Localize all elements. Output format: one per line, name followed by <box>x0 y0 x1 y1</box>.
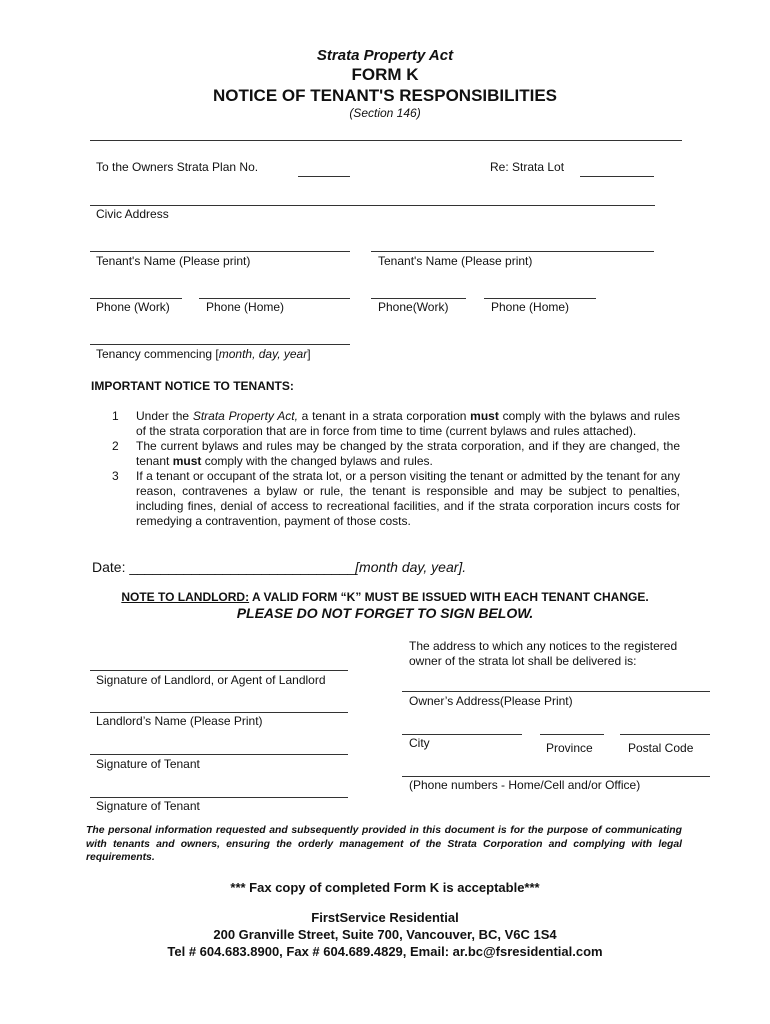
phone-work-1-field[interactable] <box>90 298 182 299</box>
postal-code-label: Postal Code <box>628 741 694 755</box>
owner-address-intro: The address to which any notices to the registered owner of the strata lot shall be delivered is: <box>409 639 678 668</box>
act-title: Strata Property Act <box>316 47 454 64</box>
company-contact: Tel # 604.683.8900, Fax # 604.689.4829, Email: ar.bc@fsresidential.com <box>167 944 603 959</box>
tenant-name-1-field[interactable] <box>90 251 350 252</box>
strata-plan-field[interactable] <box>298 176 350 177</box>
date-field[interactable]: _____________________________ <box>129 559 356 575</box>
tenant-signature-2-label: Signature of Tenant <box>96 799 200 813</box>
tenant-signature-2-field[interactable] <box>90 797 348 798</box>
province-field[interactable] <box>540 734 604 735</box>
phone-work-1-label: Phone (Work) <box>96 300 170 314</box>
address-line[interactable] <box>90 205 655 206</box>
landlord-signature-field[interactable] <box>90 670 348 671</box>
form-title: NOTICE OF TENANT'S RESPONSIBILITIES <box>212 86 558 105</box>
strata-lot-label: Re: Strata Lot <box>490 160 565 174</box>
list-item: 3 If a tenant or occupant of the strata lot, or a person visiting the tenant or admitted by the tenant for any reason, contravenes a bylaw or rule, the tenant is responsible and may be subject to penalties, including fines, denial of access to recreational facilities, and if the strata corporation incurs costs for remedying a contravention, payment of those costs. <box>112 469 680 528</box>
list-item: 1 Under the Strata Property Act, a tenant in a strata corporation must comply with the bylaws and rules of the strata corporation that are in force from time to time (current bylaws and rules attached). <box>112 409 680 438</box>
sign-reminder: PLEASE DO NOT FORGET TO SIGN BELOW. <box>236 605 534 621</box>
phone-home-2-field[interactable] <box>484 298 596 299</box>
owner-address-field[interactable] <box>402 691 710 692</box>
notice-list <box>90 409 680 529</box>
section-ref: (Section 146) <box>349 106 421 120</box>
tenant-name-2-label: Tenant's Name (Please print) <box>378 254 533 268</box>
owner-address-label: Owner’s Address(Please Print) <box>409 694 573 708</box>
tenant-name-1-label: Tenant's Name (Please print) <box>96 254 251 268</box>
phone-work-2-field[interactable] <box>371 298 466 299</box>
landlord-signature-label: Signature of Landlord, or Agent of Landlord <box>96 673 326 687</box>
landlord-note: NOTE TO LANDLORD: A VALID FORM “K” MUST BE ISSUED WITH EACH TENANT CHANGE. <box>121 590 649 604</box>
civic-address-label: Civic Address <box>96 207 169 221</box>
tenancy-date-field[interactable] <box>90 344 350 345</box>
owners-plan-label: To the Owners Strata Plan No. <box>96 160 259 174</box>
strata-lot-field[interactable] <box>580 176 654 177</box>
landlord-name-field[interactable] <box>90 712 348 713</box>
date-line: Date: _____________________________[month day, year]. <box>92 559 467 575</box>
phone-numbers-label: (Phone numbers - Home/Cell and/or Office) <box>409 778 641 792</box>
landlord-name-label: Landlord’s Name (Please Print) <box>96 714 263 728</box>
city-label: City <box>409 736 430 750</box>
phone-home-1-field[interactable] <box>199 298 350 299</box>
tenant-signature-1-label: Signature of Tenant <box>96 757 200 771</box>
notice-heading: IMPORTANT NOTICE TO TENANTS: <box>91 379 294 393</box>
phone-numbers-field[interactable] <box>402 776 710 777</box>
city-field[interactable] <box>402 734 522 735</box>
phone-work-2-label: Phone(Work) <box>378 300 449 314</box>
header-divider <box>90 140 682 141</box>
province-label: Province <box>546 741 593 755</box>
phone-home-1-label: Phone (Home) <box>206 300 285 314</box>
tenant-name-2-field[interactable] <box>371 251 654 252</box>
company-name: FirstService Residential <box>311 910 459 925</box>
fax-note: *** Fax copy of completed Form K is acceptable*** <box>230 880 540 895</box>
form-label: FORM K <box>351 65 419 84</box>
postal-code-field[interactable] <box>620 734 710 735</box>
tenancy-commencing-label: Tenancy commencing [month, day, year] <box>96 347 311 361</box>
privacy-statement: The personal information requested and subsequently provided in this document is for the purpose of communicating with tenants and owners, ensuring the orderly management of the Strata Corporation and complying with legal requirements. <box>86 825 682 863</box>
phone-home-2-label: Phone (Home) <box>491 300 570 314</box>
tenant-signature-1-field[interactable] <box>90 754 348 755</box>
list-item: 2 The current bylaws and rules may be changed by the strata corporation, and if they are changed, the tenant must comply with the changed bylaws and rules. <box>112 439 680 468</box>
company-address: 200 Granville Street, Suite 700, Vancouver, BC, V6C 1S4 <box>213 927 557 942</box>
